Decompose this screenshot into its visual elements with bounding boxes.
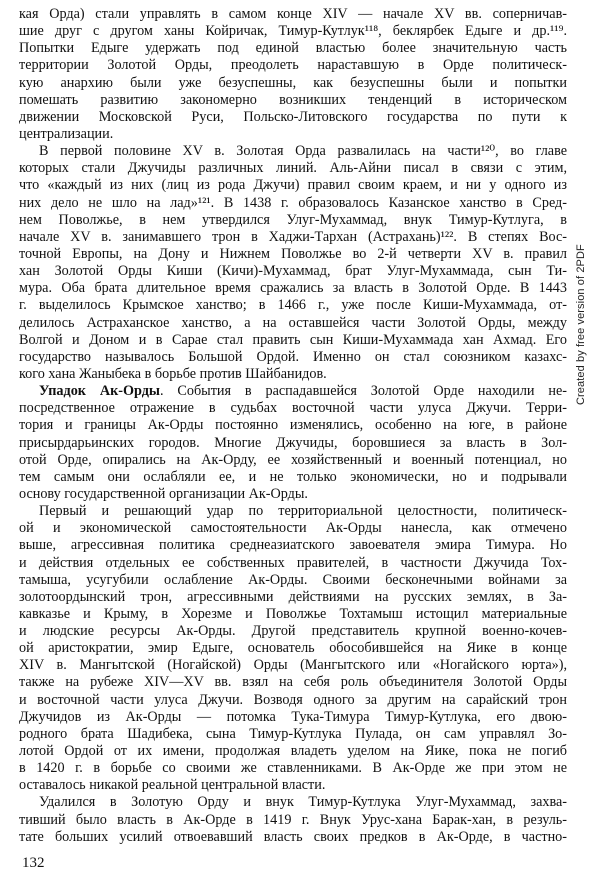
text-line: тивший было власть в Ак-Орде в 1419 г. Внук Урус-хана Барак-хан, в резуль- bbox=[19, 811, 567, 828]
text-line: лотой Ордой от их имени, продолжая владеть уделом на Яике, пока не погиб bbox=[19, 743, 567, 760]
text-line: ой и экономической самостоятельности Ак-Орды нанесла, как отмечено bbox=[19, 520, 567, 537]
text-line: и людские ресурсы Ак-Орды. Другой представитель крупной военно-кочев- bbox=[19, 623, 567, 640]
page-body bbox=[19, 6, 567, 846]
text-line: Первый и решающий удар по территориальной целостности, политическ- bbox=[39, 503, 567, 520]
text-line: делилось Астраханское ханство, а на оставшейся части Золотой Орды, между bbox=[19, 314, 567, 331]
text-line: золотоордынский трон, агрессивными действиями на русских землях, в За- bbox=[19, 588, 567, 605]
text-line: тамыша, усугубили ослабление Ак-Орды. Своими бесконечными войнами за bbox=[19, 571, 567, 588]
paragraph-2 bbox=[19, 143, 567, 383]
text-run: . События в распадавшейся Золотой Орде находили не- bbox=[159, 383, 567, 400]
text-line: и действия отдельных ее собственных правителей, в частности Джучида Тох- bbox=[19, 554, 567, 571]
page-number: 132 bbox=[22, 855, 45, 871]
text-line: присырдарьинских городов. Многие Джучиды, боровшиеся за власть в Зол- bbox=[19, 434, 567, 451]
text-line: Попытки Едыге удержать под единой властью более значительную часть bbox=[19, 40, 567, 57]
text-line: посредственное отражение в судьбах восточной части улуса Джучи. Терри- bbox=[19, 400, 567, 417]
text-line: нем Поволжье, в нем утвердился Улуг-Мухаммад, внук Тимур-Кутлуга, в bbox=[19, 211, 567, 228]
text-line: XIV в. Мангытской (Ногайской) Орды (Мангытского или «Ногайского юрта»), bbox=[19, 657, 567, 674]
text-line: родного брата Шадибека, сына Тимур-Кутлука Пулада, он сам управлял Зо- bbox=[19, 725, 567, 742]
text-line: Удалился в Золотую Орду и внук Тимур-Кутлука Улуг-Мухаммад, захва- bbox=[39, 794, 567, 811]
section-heading: Упадок Ак-Орды bbox=[39, 383, 160, 400]
text-line: кую анархию были уже безуспешны, как безуспешны были и попытки bbox=[19, 74, 567, 91]
text-line: кая Орда) стали управлять в самом конце XIV — начале XV вв. соперничав- bbox=[19, 6, 567, 22]
text-line: Джучидов из Ак-Орды — потомка Тука-Тимура Тимур-Кутлука, его двою- bbox=[19, 708, 567, 725]
text-line: и восточной части улуса Джучи. Возводя одного за другим на сарайский трон bbox=[19, 691, 567, 708]
text-line: основу государственной организации Ак-Орды. bbox=[19, 485, 308, 502]
text-line: также на рубеже XIV—XV вв. взял на себя роль объединителя Золотой Орды bbox=[19, 674, 567, 691]
text-line: в 1420 г. в борьбе со своими же ставленниками. В Ак-Орде же при этом не bbox=[19, 760, 567, 777]
text-line: тория и границы Ак-Орды постоянно изменялись, особенно на юге, в районе bbox=[19, 417, 567, 434]
text-line: территории Золотой Орды, преодолеть нараставшую в Орде политическ- bbox=[19, 57, 567, 74]
text-line: помешать развитию закономерно возникших тенденций в историческом bbox=[19, 91, 567, 108]
text-line: точной Европы, на Дону и Нижнем Поволжье во 2-й четверти XV в. правил bbox=[19, 245, 567, 262]
paragraph-5 bbox=[19, 794, 567, 845]
text-line: шие друг с другом ханы Койричак, Тимур-Кутлук¹¹⁸, беклярбек Едыге и др.¹¹⁹. bbox=[19, 23, 567, 40]
text-line: ой аристократии, эмир Едыге, основатель обособившейся на Яике в конце bbox=[19, 640, 567, 657]
watermark-text: Created by free version of 2PDF bbox=[575, 244, 587, 405]
paragraph-1 bbox=[19, 6, 567, 143]
text-line: кого хана Жаныбека в борьбе против Шайбанидов. bbox=[19, 365, 327, 382]
text-line: централизации. bbox=[19, 125, 114, 142]
text-line: хан Золотой Орды Киши (Кичи)-Мухаммад, брат Улуг-Мухаммада, сын Ти- bbox=[19, 263, 567, 280]
paragraph-4 bbox=[19, 503, 567, 794]
text-line: г. выделилось Крымское ханство; в 1466 г., уже после Киши-Мухаммада, от- bbox=[19, 297, 567, 314]
text-line: оставалось никакой реальной центральной власти. bbox=[19, 777, 326, 794]
text-line: них дело не шло на лад»¹²¹. В 1438 г. образовалось Казанское ханство в Сред- bbox=[19, 194, 567, 211]
text-line: мура. Оба брата длительное время сражались за власть в Золотой Орде. В 1443 bbox=[19, 280, 567, 297]
text-line: Волгой и Доном и в Сарае стал править сын Киши-Мухаммада хан Ахмад. Его bbox=[19, 331, 567, 348]
text-line bbox=[19, 383, 567, 400]
text-line: которых стали Джучиды различных линий. Аль-Айни писал в связи с этим, bbox=[19, 160, 567, 177]
text-line: государство называлось Большой Ордой. Именно он стал союзником казахс- bbox=[19, 348, 567, 365]
text-line: отой Орде, опирались на Ак-Орду, ее хозяйственный и военный потенциал, но bbox=[19, 451, 567, 468]
text-line: кавказье и Крыму, в Хорезме и Поволжье Тохтамыш истощил материальные bbox=[19, 605, 567, 622]
paragraph-3 bbox=[19, 383, 567, 503]
text-line: что «каждый из них (лиц из рода Джучи) правил своим краем, и ни у одного из bbox=[19, 177, 567, 194]
text-line: тате больших усилий отвоевавший власть своих предков в Ак-Орде, в частно- bbox=[19, 828, 567, 845]
text-line: В первой половине XV в. Золотая Орда развалилась на части¹²⁰, во главе bbox=[39, 143, 567, 160]
text-line: тем самым они ослабляли ее, и не только экономически, но и подрывали bbox=[19, 468, 567, 485]
text-line: движении Московской Руси, Польско-Литовского государства по пути к bbox=[19, 108, 567, 125]
text-line: начале XV в. занимавшего трон в Хаджи-Тархан (Астрахань)¹²². В степях Вос- bbox=[19, 228, 567, 245]
text-line: выше, агрессивная политика среднеазиатского завоевателя эмира Тимура. Но bbox=[19, 537, 567, 554]
